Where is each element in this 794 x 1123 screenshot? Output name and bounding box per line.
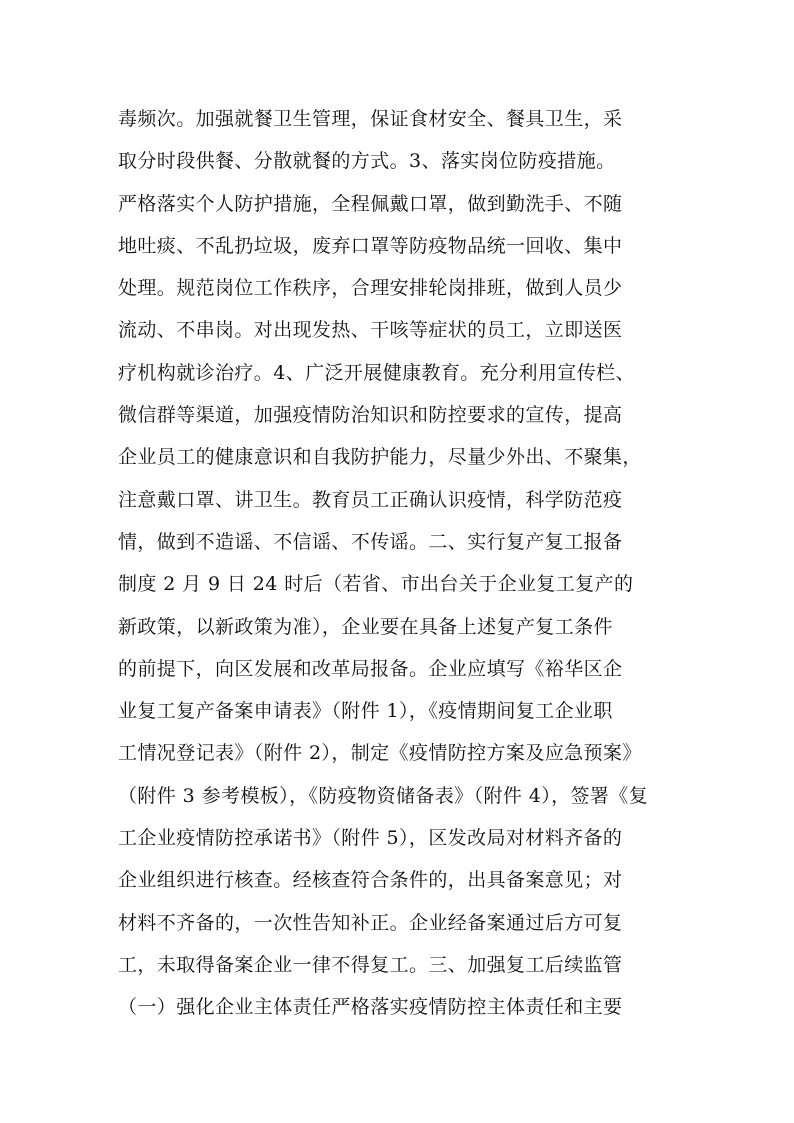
text-line: 毒频次。加强就餐卫生管理，保证食材安全、餐具卫生，采 [118, 108, 623, 130]
body-text [118, 98, 678, 1029]
text-line: 新政策，以新政策为准），企业要在具备上述复产复工条件 [118, 615, 613, 638]
text-line: 微信群等渠道，加强疫情防治知识和防控要求的宣传，提高 [118, 404, 623, 427]
text-line: 取分时段供餐、分散就餐的方式。3、落实岗位防疫措施。 [118, 150, 616, 173]
text-line: 情，做到不造谣、不信谣、不传谣。二、实行复产复工报备 [118, 530, 623, 553]
text-line: 疗机构就诊治疗。4、广泛开展健康教育。充分利用宣传栏、 [118, 361, 635, 384]
text-line: 企业员工的健康意识和自我防护能力，尽量少外出、不聚集， [118, 446, 642, 469]
text-line: 企业组织进行核查。经核查符合条件的，出具备案意见；对 [118, 869, 623, 892]
text-line: 工情况登记表》（附件 2），制定《疫情防控方案及应急预案》 [118, 742, 642, 765]
text-line: 的前提下，向区发展和改革局报备。企业应填写《裕华区企 [118, 657, 623, 680]
text-line: 流动、不串岗。对出现发热、干咳等症状的员工，立即送医 [118, 319, 623, 342]
text-line: 工企业疫情防控承诺书》（附件 5），区发改局对材料齐备的 [118, 827, 623, 850]
text-line: 业复工复产备案申请表》（附件 1），《疫情期间复工企业职 [118, 700, 613, 723]
text-line: 制度 2 月 9 日 24 时后（若省、市出台关于企业复工复产的 [118, 573, 634, 596]
text-line: 地吐痰、不乱扔垃圾，废弃口罩等防疫物品统一回收、集中 [118, 234, 623, 257]
text-line: 材料不齐备的，一次性告知补正。企业经备案通过后方可复 [118, 911, 623, 934]
text-line: 严格落实个人防护措施，全程佩戴口罩，做到勤洗手、不随 [118, 192, 623, 215]
text-line: 工，未取得备案企业一律不得复工。三、加强复工后续监管 [118, 953, 623, 976]
text-line: 注意戴口罩、讲卫生。教育员工正确认识疫情，科学防范疫 [118, 488, 623, 511]
text-line: （一）强化企业主体责任严格落实疫情防控主体责任和主要 [118, 996, 623, 1019]
text-line: 处理。规范岗位工作秩序，合理安排轮岗排班，做到人员少 [118, 277, 623, 300]
text-line: （附件 3 参考模板），《防疫物资储备表》（附件 4），签署《复 [118, 784, 649, 807]
